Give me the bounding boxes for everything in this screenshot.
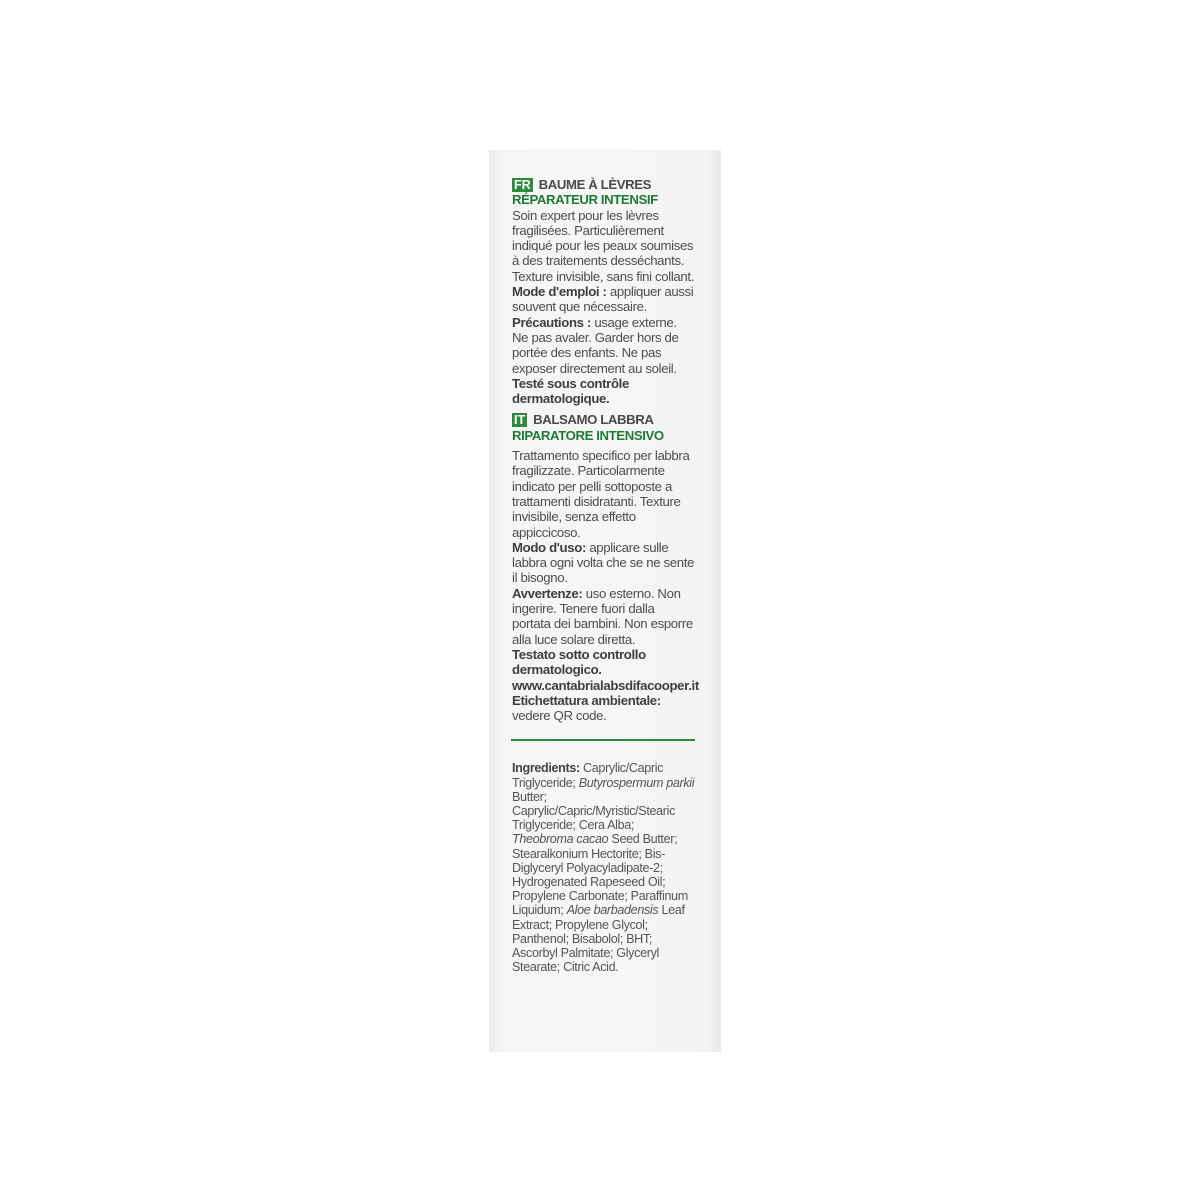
it-usage	[512, 540, 696, 586]
section-it	[512, 412, 699, 724]
ingredients-label: Ingredients:	[512, 761, 580, 776]
it-language-badge: IT	[514, 413, 526, 428]
fr-usage	[512, 284, 696, 315]
fr-heading	[512, 177, 696, 192]
it-warnings-label: Avvertenze:	[512, 585, 583, 601]
it-env-text: vedere QR code.	[512, 708, 607, 724]
it-usage-label: Modo d'uso:	[512, 539, 586, 555]
fr-language-badge: FR	[514, 177, 531, 192]
ingredients-text-4: Leaf Extract; Propylene Glycol; Panthenol; Bisabolol; BHT; Ascorbyl Palmitate; Glyceryl Stearate; Citric Acid.	[512, 903, 685, 975]
fr-title: BAUME À LÈVRES	[538, 177, 652, 192]
fr-subtitle: RÉPARATEUR INTENSIF	[512, 192, 658, 208]
fr-precautions-text: usage externe. Ne pas avaler. Garder hors de portée des enfants. Ne pas exposer directement au soleil.	[512, 314, 679, 376]
website-url: www.cantabrialabsdifacooper.it	[512, 677, 699, 693]
ingredients-text-2: Butter; Caprylic/Capric/Myristic/Stearic Triglyceride; Cera Alba;	[512, 789, 676, 833]
ingredients-italic-3: Aloe barbadensis	[566, 903, 659, 918]
product-label-panel	[489, 150, 721, 1052]
it-usage-text: applicare sulle labbra ogni volta che se ne sente il bisogno.	[512, 539, 695, 586]
fr-tested: Testé sous contrôle dermatologique.	[512, 375, 629, 407]
ingredients-italic-1: Butyrospermum parkii	[578, 775, 695, 790]
ingredients-text-1: Caprylic/Capric Triglyceride;	[512, 761, 664, 790]
fr-usage-label: Mode d'emploi :	[512, 284, 607, 300]
it-description: Trattamento specifico per labbra fragilizzate. Particolarmente indicato per pelli sottoposte a trattamenti disidratanti. Texture invisibile, senza effetto appiccicoso.	[512, 448, 690, 540]
fr-precautions	[512, 315, 696, 376]
label-text-block	[512, 177, 699, 975]
section-fr	[512, 177, 696, 406]
ingredients-text-3: Seed Butter; Stearalkonium Hectorite; Bis-Diglyceryl Polyacyladipate-2; Hydrogenated Rapeseed Oil; Propylene Carbonate; Paraffinum Liquidum;	[512, 832, 688, 918]
it-tested: Testato sotto controllo dermatologico.	[512, 646, 646, 678]
it-environmental-label	[512, 693, 696, 724]
it-title: BALSAMO LABBRA	[533, 412, 654, 428]
it-warnings-text: uso esterno. Non ingerire. Tenere fuori dalla portata dei bambini. Non esporre alla luce solare diretta.	[512, 585, 693, 647]
fr-usage-text: appliquer aussi souvent que nécessaire.	[512, 284, 694, 315]
fr-description: Soin expert pour les lèvres fragilisées. Particulièrement indiqué pour les peaux soumises à des traitements desséchants. Texture invisible, sans fini collant.	[512, 207, 695, 284]
green-divider	[511, 739, 695, 741]
ingredients-italic-2: Theobroma cacao	[512, 832, 609, 847]
it-env-label: Etichettatura ambientale:	[512, 692, 661, 708]
fr-precautions-label: Précautions :	[512, 314, 591, 330]
it-heading	[512, 412, 696, 427]
it-warnings	[512, 586, 696, 647]
ingredients-list	[512, 761, 696, 974]
it-subtitle: RIPARATORE INTENSIVO	[512, 427, 664, 443]
